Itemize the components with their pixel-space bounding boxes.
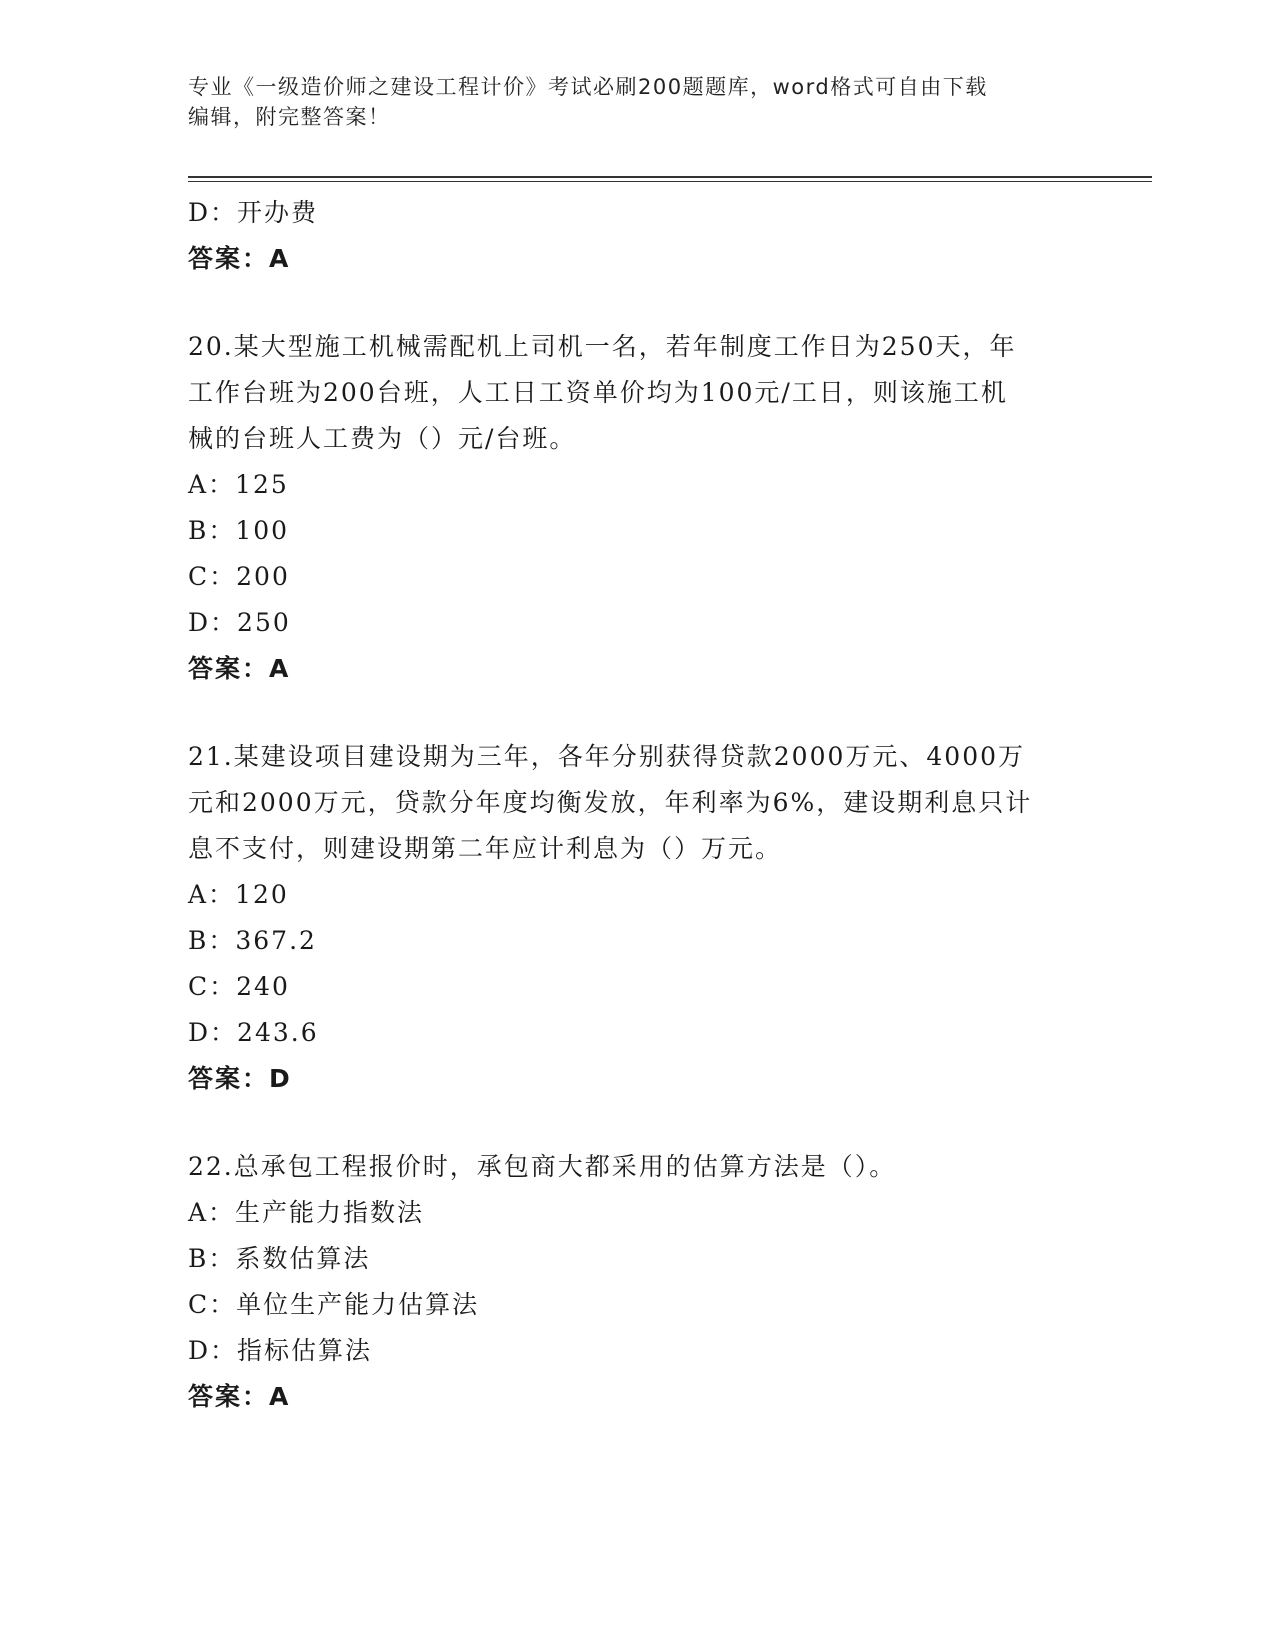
option-c: C：200 xyxy=(188,562,290,591)
question-stem-line: 械的台班人工费为（）元/台班。 xyxy=(188,424,577,453)
question-stem-line: 20.某大型施工机械需配机上司机一名，若年制度工作日为250天，年 xyxy=(188,332,1017,361)
option-d: D：243.6 xyxy=(188,1018,319,1047)
prev-answer: 答案：A xyxy=(188,244,291,273)
option-a: A：125 xyxy=(188,470,289,499)
option-b: B：系数估算法 xyxy=(188,1244,371,1273)
spacer xyxy=(188,282,1088,324)
question-stem-line: 元和2000万元，贷款分年度均衡发放，年利率为6%，建设期利息只计 xyxy=(188,788,1033,817)
question-stem-line: 22.总承包工程报价时，承包商大都采用的估算方法是（）。 xyxy=(188,1152,897,1181)
question-21 xyxy=(188,734,1088,1102)
option-d: D：指标估算法 xyxy=(188,1336,373,1365)
answer: 答案：A xyxy=(188,654,291,683)
question-stem-line: 息不支付，则建设期第二年应计利息为（）万元。 xyxy=(188,834,783,863)
header-divider-thick xyxy=(188,176,1152,178)
question-22 xyxy=(188,1144,1088,1420)
option-a: A：生产能力指数法 xyxy=(188,1198,425,1227)
header-line-1: 专业《一级造价师之建设工程计价》考试必刷200题题库，word格式可自由下载 xyxy=(188,75,988,99)
spacer xyxy=(188,1102,1088,1144)
answer: 答案：D xyxy=(188,1064,292,1093)
header-line-2: 编辑，附完整答案！ xyxy=(188,105,391,129)
document-body xyxy=(188,190,1088,1420)
spacer xyxy=(188,692,1088,734)
question-20 xyxy=(188,324,1088,692)
option-c: C：240 xyxy=(188,972,290,1001)
question-stem-line: 21.某建设项目建设期为三年，各年分别获得贷款2000万元、4000万 xyxy=(188,742,1026,771)
answer: 答案：A xyxy=(188,1382,291,1411)
option-b: B：100 xyxy=(188,516,290,545)
option-d: D：250 xyxy=(188,608,291,637)
prev-option-d: D：开办费 xyxy=(188,198,319,227)
header-divider-thin xyxy=(188,181,1152,182)
document-header xyxy=(188,72,1088,132)
option-a: A：120 xyxy=(188,880,289,909)
option-b: B：367.2 xyxy=(188,926,317,955)
question-stem-line: 工作台班为200台班，人工日工资单价均为100元/工日，则该施工机 xyxy=(188,378,1008,407)
option-c: C：单位生产能力估算法 xyxy=(188,1290,480,1319)
